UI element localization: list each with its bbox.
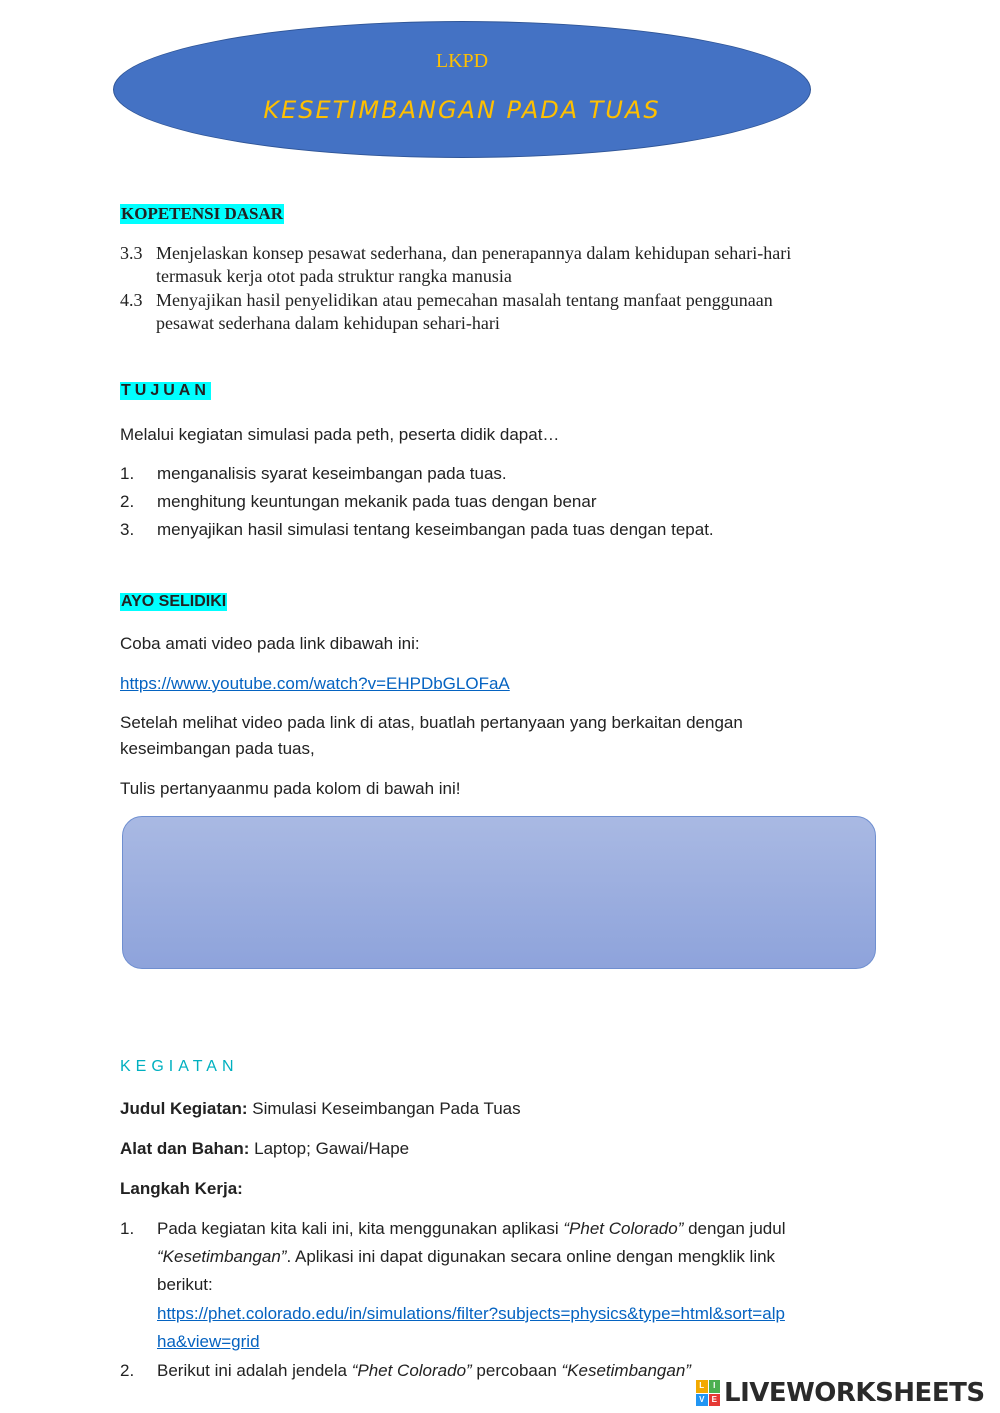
langkah-kerja-label: Langkah Kerja: (120, 1179, 243, 1198)
title-banner (113, 21, 811, 158)
phet-link[interactable]: https://phet.colorado.edu/in/simulations/filter?subjects=physics&type=html&sort=alp (157, 1304, 785, 1323)
judul-kegiatan: Judul Kegiatan: Simulasi Keseimbangan Pada Tuas (120, 1099, 521, 1118)
selidiki-prompt: Tulis pertanyaanmu pada kolom di bawah ini! (120, 779, 461, 798)
liveworksheets-logo-icon: L I V E (696, 1380, 720, 1406)
selidiki-paragraph: Setelah melihat video pada link di atas, buatlah pertanyaan yang berkaitan dengan keseimbangan pada tuas, (120, 713, 743, 758)
section-heading-selidiki: AYO SELIDIKI (121, 593, 227, 610)
tujuan-intro: Melalui kegiatan simulasi pada peth, peserta didik dapat… (120, 425, 560, 444)
brand-name: LIVEWORKSHEETS (724, 1378, 985, 1408)
alat-bahan: Alat dan Bahan: Laptop; Gawai/Hape (120, 1139, 410, 1158)
banner-subtitle: LKPD (435, 50, 489, 72)
section-heading-kegiatan: KEGIATAN (120, 1058, 239, 1075)
phet-link-continued[interactable]: ha&view=grid (157, 1332, 260, 1351)
selidiki-instruction: Coba amati video pada link dibawah ini: (120, 634, 420, 653)
banner-title: KESETIMBANGAN PADA TUAS (263, 96, 661, 124)
question-answer-box[interactable] (122, 816, 876, 969)
section-heading-tujuan: TUJUAN (121, 382, 210, 399)
youtube-link[interactable]: https://www.youtube.com/watch?v=EHPDbGLOFaA (120, 674, 510, 693)
section-heading-kd: KOPETENSI DASAR (121, 204, 284, 223)
liveworksheets-brand (696, 1378, 996, 1408)
